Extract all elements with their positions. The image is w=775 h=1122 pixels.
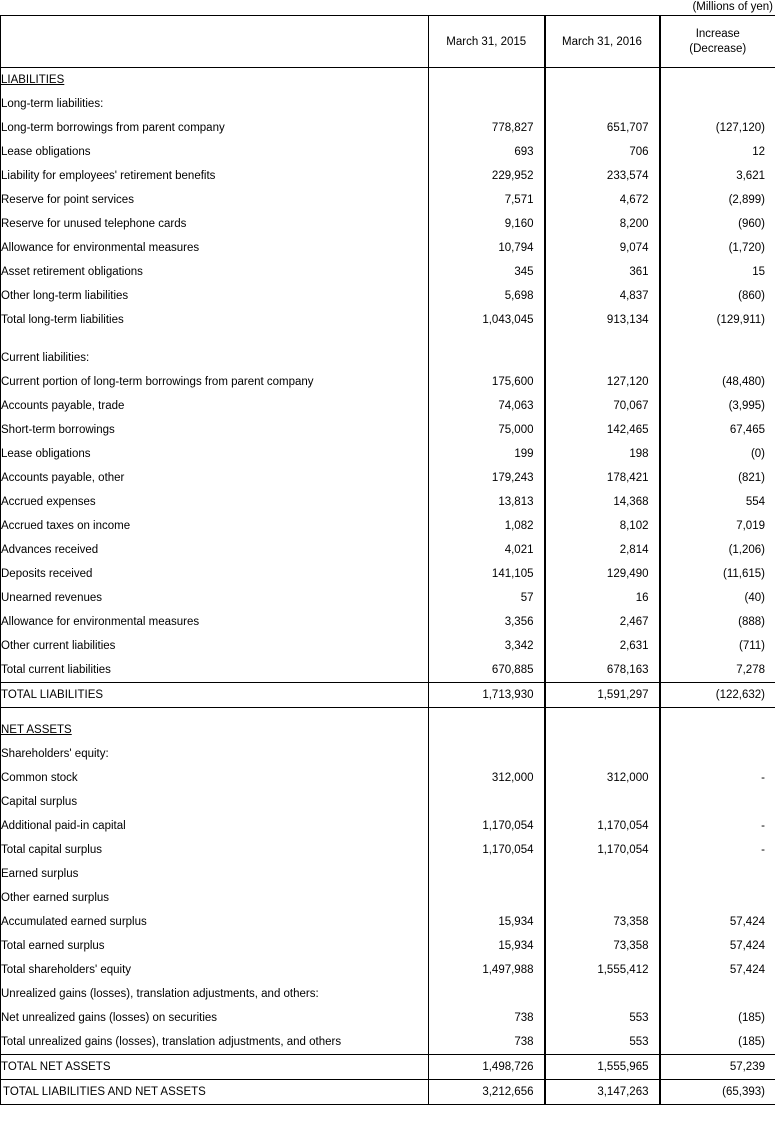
cell-2016: 3,147,263 [545,1080,660,1105]
units-note: (Millions of yen) [692,1,773,13]
cell-2015: 670,885 [429,658,545,683]
cell-change: - [660,838,775,862]
cell-2015: 74,063 [429,394,545,418]
spacer-2016 [545,708,660,719]
cell-2016: 1,591,297 [545,683,660,708]
cell-2016: 16 [545,586,660,610]
cell-2016: 553 [545,1030,660,1055]
cell-change: (711) [660,634,775,658]
cell-change: (185) [660,1006,775,1030]
cell-change: (3,995) [660,394,775,418]
row-label: Lease obligations [1,146,91,158]
table-row [1,586,775,610]
row-label: Accrued taxes on income [1,520,131,532]
row-label: Shareholders' equity: [1,748,109,760]
cell-2016: 361 [545,260,660,284]
table-row [1,260,775,284]
cell-2015 [429,862,545,886]
row-label: Accrued expenses [1,496,96,508]
cell-2016: 8,200 [545,212,660,236]
cell-2016: 73,358 [545,910,660,934]
cell-2015: 1,497,988 [429,958,545,982]
table-row [1,538,775,562]
row-label: Other current liabilities [1,640,116,652]
cell-2016: 2,814 [545,538,660,562]
table-row [1,562,775,586]
row-label: Total current liabilities [1,664,111,676]
cell-change [660,982,775,1006]
cell-change [660,790,775,814]
table-header-row [1,16,775,68]
cell-change: 15 [660,260,775,284]
row-label: Long-term borrowings from parent company [1,122,225,134]
cell-2015: 3,356 [429,610,545,634]
table-row [1,490,775,514]
cell-2016: 913,134 [545,308,660,332]
table-row [1,236,775,260]
row-label: Asset retirement obligations [1,266,143,278]
cell-change [660,92,775,116]
table-row [1,514,775,538]
row-label: Common stock [1,772,78,784]
spacer-change [660,708,775,719]
row-label: TOTAL LIABILITIES [1,683,429,708]
cell-2016: 129,490 [545,562,660,586]
cell-2016: 4,837 [545,284,660,308]
cell-2016 [545,862,660,886]
section-title-liabilities-text: LIABILITIES [1,74,65,86]
cell-2016: 553 [545,1006,660,1030]
cell-2015 [429,68,545,93]
table-row [1,814,775,838]
cell-2016: 233,574 [545,164,660,188]
table-row [1,116,775,140]
cell-2015: 1,713,930 [429,683,545,708]
table-row [1,610,775,634]
row-label: Total shareholders' equity [1,964,132,976]
cell-2016 [545,92,660,116]
row-label: TOTAL NET ASSETS [1,1055,429,1080]
section-title-liabilities-row [1,68,775,93]
table-row [1,910,775,934]
cell-2016: 70,067 [545,394,660,418]
cell-change: (129,911) [660,308,775,332]
cell-change [660,742,775,766]
cell-change: (40) [660,586,775,610]
cell-2015: 1,498,726 [429,1055,545,1080]
row-label: Total long-term liabilities [1,314,124,326]
row-label: Reserve for unused telephone cards [1,218,187,230]
cell-2015: 175,600 [429,370,545,394]
header-col-change [660,16,775,68]
cell-change: (960) [660,212,775,236]
cell-2016 [545,886,660,910]
table-row [1,982,775,1006]
spacer-change [660,332,775,346]
cell-change: 57,424 [660,934,775,958]
cell-2015: 3,342 [429,634,545,658]
cell-2016: 4,672 [545,188,660,212]
table-row [1,958,775,982]
cell-2015 [429,982,545,1006]
cell-change: - [660,814,775,838]
table-row [1,370,775,394]
cell-change: (65,393) [660,1080,775,1105]
row-label: Current portion of long-term borrowings from parent company [1,376,314,388]
table-row [1,766,775,790]
section-title-liabilities [1,68,429,93]
table-row [1,790,775,814]
table-row [1,838,775,862]
cell-2016: 2,631 [545,634,660,658]
total-liabilities-row [1,683,775,708]
table-row [1,1030,775,1055]
header-change-line1: Increase [695,27,740,40]
table-row [1,212,775,236]
table-row [1,346,775,370]
cell-change: 554 [660,490,775,514]
cell-change: (2,899) [660,188,775,212]
balance-sheet-table [0,15,775,1105]
cell-2015 [429,346,545,370]
cell-2016: 651,707 [545,116,660,140]
cell-2016 [545,790,660,814]
header-change-line2: (Decrease) [689,42,747,55]
table-row [1,188,775,212]
cell-change: 7,019 [660,514,775,538]
table-row [1,418,775,442]
cell-2015: 778,827 [429,116,545,140]
row-label: Total capital surplus [1,844,102,856]
spacer-label [1,708,429,719]
section-spacer [1,332,775,346]
row-label: Lease obligations [1,448,91,460]
cell-2015: 5,698 [429,284,545,308]
cell-2015: 15,934 [429,910,545,934]
table-row [1,634,775,658]
row-label: Current liabilities: [1,352,90,364]
table-row [1,308,775,332]
cell-change: 57,239 [660,1055,775,1080]
spacer-label [1,332,429,346]
table-row [1,1006,775,1030]
cell-2015: 229,952 [429,164,545,188]
cell-2015 [429,790,545,814]
table-row [1,394,775,418]
table-row [1,658,775,683]
cell-2016: 178,421 [545,466,660,490]
cell-2016: 706 [545,140,660,164]
total-liabilities-and-net-assets-row [1,1080,775,1105]
row-label: Net unrealized gains (losses) on securities [1,1012,218,1024]
table-row [1,284,775,308]
cell-2015: 10,794 [429,236,545,260]
row-label: Unrealized gains (losses), translation adjustments, and others: [1,988,319,1000]
table-row [1,742,775,766]
header-label-cell [1,16,429,68]
cell-change: (1,206) [660,538,775,562]
cell-2015: 7,571 [429,188,545,212]
cell-2016 [545,346,660,370]
row-label: Reserve for point services [1,194,134,206]
cell-2016 [545,982,660,1006]
cell-2015: 141,105 [429,562,545,586]
cell-2015: 179,243 [429,466,545,490]
cell-2015: 57 [429,586,545,610]
cell-2015: 199 [429,442,545,466]
cell-change: 57,424 [660,910,775,934]
cell-change [660,718,775,742]
row-label: Accounts payable, trade [1,400,125,412]
table-row [1,934,775,958]
cell-change: (0) [660,442,775,466]
cell-change: 57,424 [660,958,775,982]
table-row [1,466,775,490]
table-row [1,442,775,466]
row-label: Long-term liabilities: [1,98,104,110]
cell-2016: 1,170,054 [545,838,660,862]
cell-change: - [660,766,775,790]
cell-2015: 738 [429,1030,545,1055]
cell-2016: 14,368 [545,490,660,514]
cell-2015: 1,170,054 [429,838,545,862]
cell-change: (1,720) [660,236,775,260]
cell-change: (821) [660,466,775,490]
row-label: Total earned surplus [1,940,105,952]
cell-2016: 73,358 [545,934,660,958]
cell-change: (122,632) [660,683,775,708]
row-label: Accounts payable, other [1,472,125,484]
section-spacer [1,708,775,719]
cell-2016: 1,555,965 [545,1055,660,1080]
section-title-net-assets-row [1,718,775,742]
row-label: Additional paid-in capital [1,820,126,832]
header-col-2015: March 31, 2015 [429,16,545,68]
cell-2015: 13,813 [429,490,545,514]
cell-2016: 312,000 [545,766,660,790]
row-label: Allowance for environmental measures [1,242,200,254]
section-title-net-assets [1,718,429,742]
table-row [1,92,775,116]
cell-2015 [429,742,545,766]
cell-change: (860) [660,284,775,308]
cell-2015: 312,000 [429,766,545,790]
cell-change: 3,621 [660,164,775,188]
table-row [1,862,775,886]
cell-2016: 9,074 [545,236,660,260]
cell-2015: 3,212,656 [429,1080,545,1105]
spacer-2015 [429,332,545,346]
row-label: Accumulated earned surplus [1,916,147,928]
cell-2016 [545,718,660,742]
section-title-net-assets-text: NET ASSETS [1,724,72,736]
row-label: Deposits received [1,568,93,580]
cell-change [660,68,775,93]
cell-2016: 127,120 [545,370,660,394]
table-row [1,164,775,188]
cell-2016: 198 [545,442,660,466]
cell-2015: 693 [429,140,545,164]
cell-2015: 1,082 [429,514,545,538]
spacer-2016 [545,332,660,346]
row-label: Unearned revenues [1,592,103,604]
cell-2015: 4,021 [429,538,545,562]
row-label: Earned surplus [1,868,79,880]
cell-change: 67,465 [660,418,775,442]
spacer-2015 [429,708,545,719]
row-label: Total unrealized gains (losses), translation adjustments, and others [1,1036,342,1048]
cell-2016 [545,68,660,93]
total-net-assets-row [1,1055,775,1080]
cell-2015: 1,043,045 [429,308,545,332]
table-row [1,886,775,910]
cell-2015: 75,000 [429,418,545,442]
cell-2015 [429,886,545,910]
cell-2015: 345 [429,260,545,284]
cell-2015: 15,934 [429,934,545,958]
cell-change [660,862,775,886]
cell-2016: 1,170,054 [545,814,660,838]
header-col-2016: March 31, 2016 [545,16,660,68]
cell-change: (48,480) [660,370,775,394]
row-label: Liability for employees' retirement benefits [1,170,216,182]
cell-2016: 8,102 [545,514,660,538]
cell-change: (185) [660,1030,775,1055]
cell-change: (127,120) [660,116,775,140]
cell-2016 [545,742,660,766]
cell-2016: 2,467 [545,610,660,634]
cell-2016: 142,465 [545,418,660,442]
cell-2016: 678,163 [545,658,660,683]
cell-change: 12 [660,140,775,164]
cell-2016: 1,555,412 [545,958,660,982]
row-label: Other long-term liabilities [1,290,129,302]
row-label: Short-term borrowings [1,424,115,436]
row-label: Allowance for environmental measures [1,616,200,628]
table-row [1,140,775,164]
cell-change [660,886,775,910]
row-label: Capital surplus [1,796,78,808]
cell-change: (11,615) [660,562,775,586]
cell-2015 [429,92,545,116]
cell-2015: 738 [429,1006,545,1030]
cell-2015 [429,718,545,742]
cell-change [660,346,775,370]
cell-change: 7,278 [660,658,775,683]
row-label: Advances received [1,544,99,556]
cell-2015: 9,160 [429,212,545,236]
row-label: TOTAL LIABILITIES AND NET ASSETS [3,1086,206,1098]
cell-change: (888) [660,610,775,634]
row-label: Other earned surplus [1,892,110,904]
cell-2015: 1,170,054 [429,814,545,838]
